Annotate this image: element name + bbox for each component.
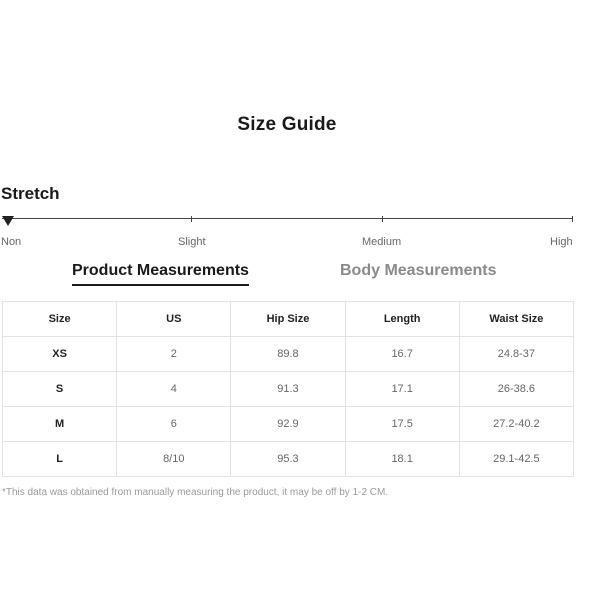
length-cell: 18.1 (345, 442, 459, 477)
size-cell: S (3, 372, 117, 407)
waist-size-cell: 24.8-37 (459, 337, 573, 372)
measurement-tabs (0, 262, 600, 292)
length-cell: 17.1 (345, 372, 459, 407)
table-row (3, 372, 574, 407)
stretch-scale (2, 212, 574, 252)
stretch-scale-line (2, 218, 573, 219)
stretch-label-slight: Slight (178, 236, 206, 248)
table-header-row (3, 302, 574, 337)
tab-product-measurements[interactable]: Product Measurements (72, 262, 249, 286)
stretch-scale-tick-medium (382, 216, 383, 222)
hip-size-cell: 91.3 (231, 372, 345, 407)
us-cell: 6 (117, 407, 231, 442)
column-header-hip-size: Hip Size (231, 302, 345, 337)
table-row (3, 337, 574, 372)
waist-size-cell: 26-38.6 (459, 372, 573, 407)
tab-body-measurements[interactable]: Body Measurements (340, 262, 497, 279)
hip-size-cell: 95.3 (231, 442, 345, 477)
waist-size-cell: 29.1-42.5 (459, 442, 573, 477)
stretch-heading: Stretch (1, 184, 60, 203)
column-header-length: Length (345, 302, 459, 337)
column-header-size: Size (3, 302, 117, 337)
us-cell: 4 (117, 372, 231, 407)
length-cell: 16.7 (345, 337, 459, 372)
measurement-disclaimer: *This data was obtained from manually measuring the product, it may be off by 1-2 CM. (2, 487, 389, 498)
column-header-us: US (117, 302, 231, 337)
page-title: Size Guide (237, 114, 337, 135)
us-cell: 8/10 (117, 442, 231, 477)
size-cell: M (3, 407, 117, 442)
us-cell: 2 (117, 337, 231, 372)
stretch-label-medium: Medium (362, 236, 402, 248)
size-cell: L (3, 442, 117, 477)
table-row (3, 407, 574, 442)
size-table (2, 301, 574, 477)
column-header-waist-size: Waist Size (459, 302, 573, 337)
stretch-selected-marker-icon (2, 216, 14, 226)
waist-size-cell: 27.2-40.2 (459, 407, 573, 442)
length-cell: 17.5 (345, 407, 459, 442)
hip-size-cell: 89.8 (231, 337, 345, 372)
stretch-scale-tick-slight (191, 216, 192, 222)
stretch-scale-tick-high (572, 216, 573, 222)
stretch-label-high: High (550, 236, 573, 248)
stretch-label-non: Non (1, 236, 22, 248)
hip-size-cell: 92.9 (231, 407, 345, 442)
size-cell: XS (3, 337, 117, 372)
table-row (3, 442, 574, 477)
